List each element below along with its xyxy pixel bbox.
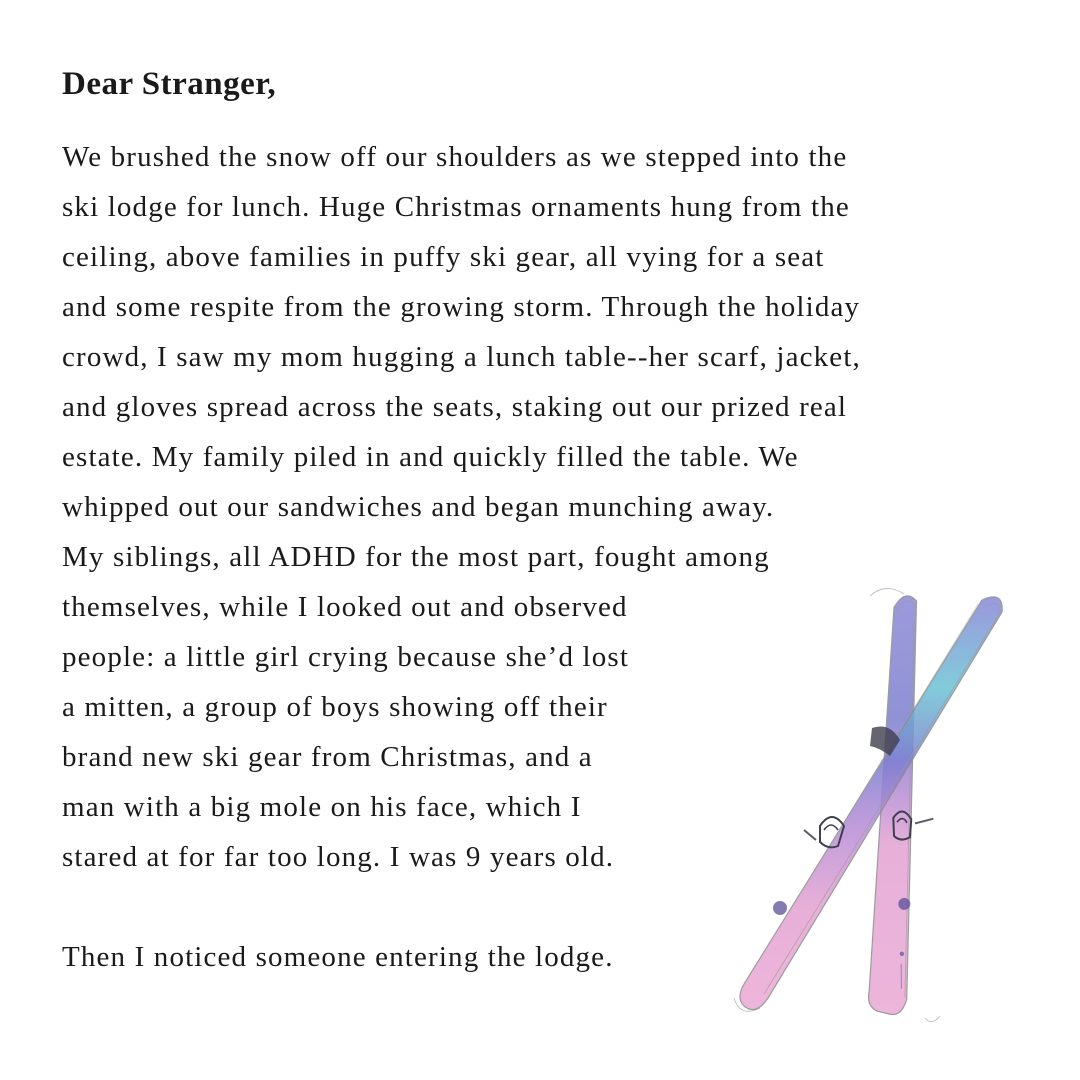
body-line: themselves, while I looked out and observed xyxy=(62,591,628,623)
body-line: brand new ski gear from Christmas, and a xyxy=(62,741,593,773)
body-line: ski lodge for lunch. Huge Christmas ornaments hung from the xyxy=(62,191,850,223)
body-line: We brushed the snow off our shoulders as we stepped into the xyxy=(62,141,848,173)
body-line: ceiling, above families in puffy ski gear, all vying for a seat xyxy=(62,241,825,273)
body-line: and gloves spread across the seats, staking out our prized real xyxy=(62,391,848,423)
body-line: and some respite from the growing storm. Through the holiday xyxy=(62,291,861,323)
body-line: people: a little girl crying because she’d lost xyxy=(62,641,630,673)
closing-line: Then I noticed someone entering the lodge. xyxy=(62,941,614,973)
body-line: man with a big mole on his face, which I xyxy=(62,791,582,823)
body-line: a mitten, a group of boys showing off their xyxy=(62,691,608,723)
body-line: crowd, I saw my mom hugging a lunch table--her scarf, jacket, xyxy=(62,341,861,373)
ski-front xyxy=(740,597,1002,1010)
body-line: whipped out our sandwiches and began munching away. xyxy=(62,491,775,523)
body-line: My siblings, all ADHD for the most part, fought among xyxy=(62,541,770,573)
body-line: estate. My family piled in and quickly filled the table. We xyxy=(62,441,799,473)
crossed-skis-icon xyxy=(720,578,1020,1028)
body-line: stared at for far too long. I was 9 years old. xyxy=(62,841,615,873)
salutation: Dear Stranger, xyxy=(62,66,277,102)
